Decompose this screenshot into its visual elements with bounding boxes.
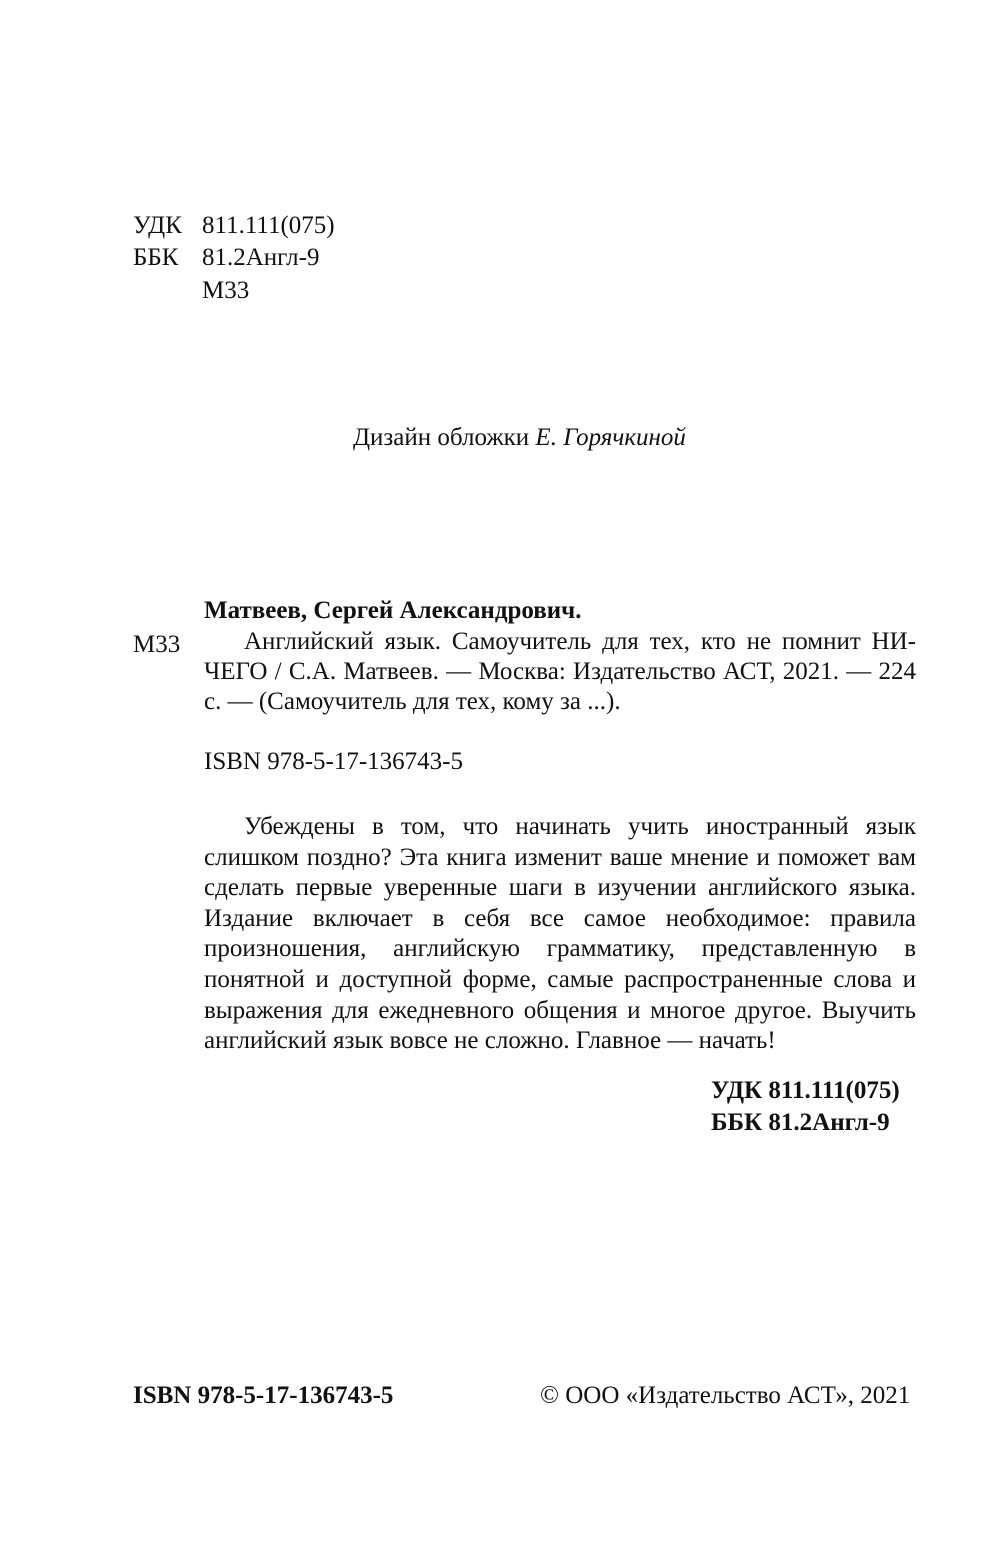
record-isbn: ISBN 978-5-17-136743-5 — [204, 748, 464, 775]
cover-designer-name: Е. Горячкиной — [535, 424, 686, 451]
record-sign: М33 — [133, 631, 181, 658]
udk-label: УДК — [133, 212, 182, 239]
annotation-text: Убеждены в том, что начинать учить иностранный язык слишком поздно? Эта книга изменит ваше мнение и поможет вам сделать первые уверенные шаги в изучении английского языка. Издание включает в себя все самое необходимое: правила произношения, английскую грамматику, представленную в понятной и доступной форме, самые распространенные слова и выражения для ежедневного общения и многое другое. Выучить английский язык вовсе не сложно. Главное — начать! — [204, 813, 916, 1055]
udk-value: 811.111(075) — [202, 212, 335, 239]
cover-design-prefix: Дизайн обложки — [353, 424, 530, 451]
bottom-udk: УДК 811.111(075) — [711, 1077, 900, 1104]
bbk-value: 81.2Англ-9 — [202, 244, 320, 271]
bottom-bbk: ББК 81.2Англ-9 — [711, 1109, 890, 1136]
author-sign: М33 — [202, 277, 250, 304]
bbk-label: ББК — [133, 244, 179, 271]
footer-isbn: ISBN 978-5-17-136743-5 — [133, 1382, 394, 1409]
footer-copyright: © ООО «Издательство АСТ», 2021 — [540, 1382, 911, 1409]
record-description: Английский язык. Самоучитель для тех, кто не помнит НИ-ЧЕГО / С.А. Матвеев. — Москва: Издательство АСТ, 2021. — 224 с. — (Самоучитель для тех, кому за ...). — [204, 628, 916, 715]
cover-design-credit — [353, 425, 686, 450]
record-author: Матвеев, Сергей Александрович. — [204, 597, 582, 624]
